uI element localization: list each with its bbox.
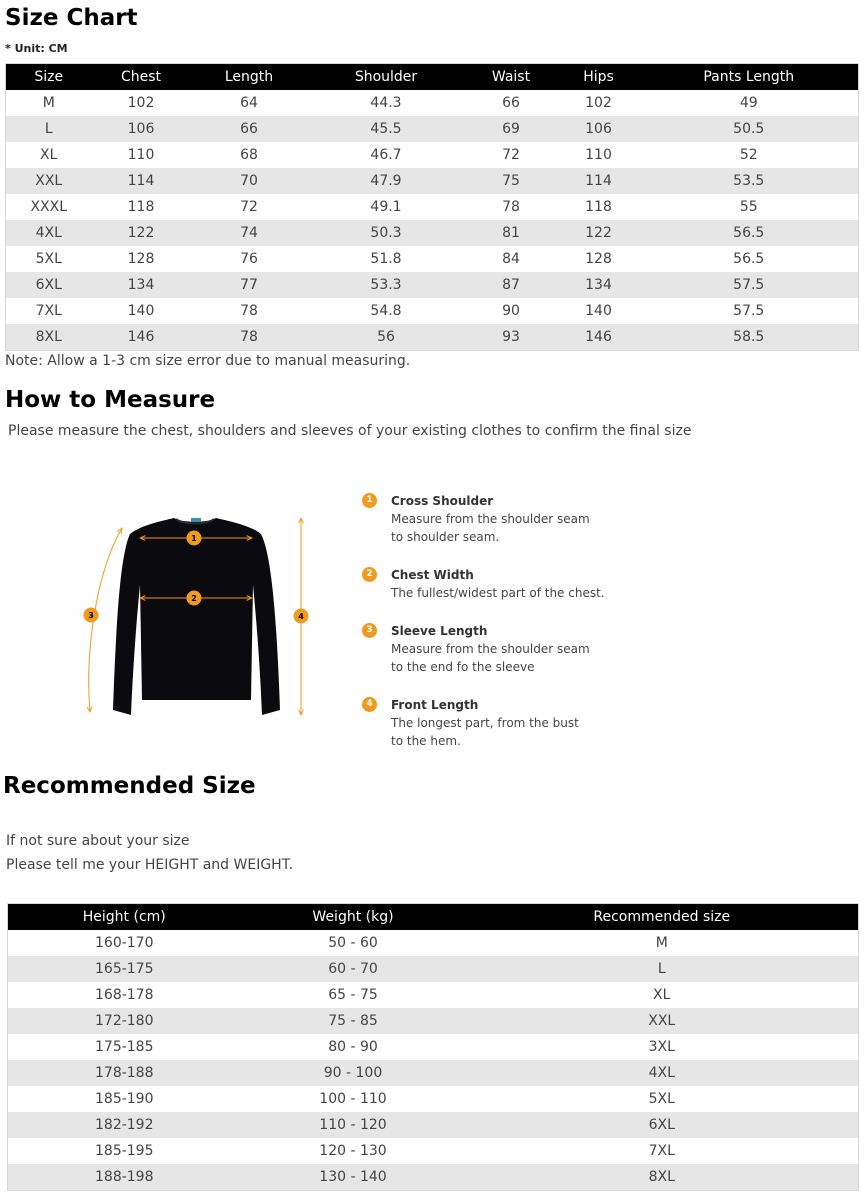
table-cell: 134 xyxy=(92,272,191,298)
diagram-badge-2-label: 2 xyxy=(191,594,197,603)
shirt-diagram xyxy=(70,505,330,730)
table-cell: 8XL xyxy=(466,1164,859,1191)
table-cell: L xyxy=(6,116,92,142)
table-cell: 165-175 xyxy=(8,956,241,982)
col-header-hips: Hips xyxy=(558,64,640,91)
size-table-row xyxy=(6,298,859,324)
table-cell: 64 xyxy=(191,90,308,116)
table-cell: 84 xyxy=(465,246,558,272)
table-cell: 146 xyxy=(92,324,191,351)
how-to-measure-subtitle: Please measure the chest, shoulders and sleeves of your existing clothes to confirm the final size xyxy=(8,423,692,439)
table-cell: 128 xyxy=(92,246,191,272)
table-cell: 122 xyxy=(558,220,640,246)
rec-table-row xyxy=(8,1112,859,1138)
size-table-row xyxy=(6,168,859,194)
unit-label: * Unit: CM xyxy=(5,42,68,55)
table-cell: 65 - 75 xyxy=(241,982,466,1008)
table-cell: 114 xyxy=(558,168,640,194)
size-table-row xyxy=(6,220,859,246)
size-chart-table xyxy=(5,63,859,351)
table-cell: 60 - 70 xyxy=(241,956,466,982)
table-cell: 140 xyxy=(92,298,191,324)
size-table-row xyxy=(6,324,859,351)
table-cell: 4XL xyxy=(466,1060,859,1086)
size-table-row xyxy=(6,142,859,168)
table-cell: 52 xyxy=(640,142,859,168)
table-cell: 146 xyxy=(558,324,640,351)
table-cell: 110 - 120 xyxy=(241,1112,466,1138)
table-cell: 120 - 130 xyxy=(241,1138,466,1164)
table-cell: 56 xyxy=(308,324,465,351)
table-cell: 78 xyxy=(191,324,308,351)
table-cell: 100 - 110 xyxy=(241,1086,466,1112)
table-cell: 118 xyxy=(92,194,191,220)
legend-title-sleeve-length: Sleeve Length xyxy=(391,624,488,638)
table-cell: 57.5 xyxy=(640,298,859,324)
col-header-length: Length xyxy=(191,64,308,91)
table-cell: 58.5 xyxy=(640,324,859,351)
diagram-badge-3-label: 3 xyxy=(88,611,94,620)
table-cell: 50.3 xyxy=(308,220,465,246)
table-cell: 122 xyxy=(92,220,191,246)
table-cell: 45.5 xyxy=(308,116,465,142)
rec-table-row xyxy=(8,982,859,1008)
legend-desc-cross-shoulder: Measure from the shoulder seam to shoulder seam. xyxy=(391,512,590,544)
table-cell: 57.5 xyxy=(640,272,859,298)
table-cell: 106 xyxy=(558,116,640,142)
table-cell: 72 xyxy=(465,142,558,168)
table-cell: 130 - 140 xyxy=(241,1164,466,1191)
table-cell: 74 xyxy=(191,220,308,246)
table-cell: 134 xyxy=(558,272,640,298)
table-cell: 81 xyxy=(465,220,558,246)
table-cell: 46.7 xyxy=(308,142,465,168)
table-cell: 175-185 xyxy=(8,1034,241,1060)
table-cell: 78 xyxy=(191,298,308,324)
col-header-size: Size xyxy=(6,64,92,91)
table-cell: XXXL xyxy=(6,194,92,220)
diagram-badge-4-label: 4 xyxy=(298,612,304,621)
legend-title-chest-width: Chest Width xyxy=(391,568,474,582)
table-cell: XL xyxy=(466,982,859,1008)
table-cell: 118 xyxy=(558,194,640,220)
table-cell: 5XL xyxy=(6,246,92,272)
table-cell: 47.9 xyxy=(308,168,465,194)
col-header-shoulder: Shoulder xyxy=(308,64,465,91)
col-header-recommended-size: Recommended size xyxy=(466,904,859,931)
legend-badge-1: 1 xyxy=(362,493,377,508)
rec-table-row xyxy=(8,1138,859,1164)
legend-badge-4: 4 xyxy=(362,697,377,712)
table-cell: 50 - 60 xyxy=(241,930,466,956)
table-cell: 168-178 xyxy=(8,982,241,1008)
table-cell: 185-190 xyxy=(8,1086,241,1112)
table-cell: 70 xyxy=(191,168,308,194)
legend-item-front-length xyxy=(362,696,622,750)
table-cell: 75 xyxy=(465,168,558,194)
legend-desc-front-length: The longest part, from the bust to the hem. xyxy=(391,716,579,748)
table-cell: 56.5 xyxy=(640,220,859,246)
rec-table-row xyxy=(8,1034,859,1060)
rec-table-row xyxy=(8,930,859,956)
table-cell: 114 xyxy=(92,168,191,194)
shirt-shape xyxy=(113,518,280,715)
collar-tag xyxy=(191,518,201,522)
table-cell: 3XL xyxy=(466,1034,859,1060)
size-table-header xyxy=(6,64,859,91)
col-header-chest: Chest xyxy=(92,64,191,91)
table-cell: 90 - 100 xyxy=(241,1060,466,1086)
table-cell: 93 xyxy=(465,324,558,351)
col-header-height: Height (cm) xyxy=(8,904,241,931)
table-cell: 69 xyxy=(465,116,558,142)
recommended-line-1: If not sure about your size xyxy=(6,833,190,849)
rec-table-row xyxy=(8,1086,859,1112)
table-cell: 90 xyxy=(465,298,558,324)
table-cell: 56.5 xyxy=(640,246,859,272)
size-note: Note: Allow a 1-3 cm size error due to manual measuring. xyxy=(5,353,411,369)
size-table-row xyxy=(6,246,859,272)
table-cell: 160-170 xyxy=(8,930,241,956)
table-cell: 87 xyxy=(465,272,558,298)
table-cell: 102 xyxy=(92,90,191,116)
recommended-size-title: Recommended Size xyxy=(3,773,256,799)
table-cell: 78 xyxy=(465,194,558,220)
table-cell: L xyxy=(466,956,859,982)
diagram-badge-1 xyxy=(187,531,202,546)
table-cell: 66 xyxy=(465,90,558,116)
table-cell: 53.3 xyxy=(308,272,465,298)
table-cell: 172-180 xyxy=(8,1008,241,1034)
table-cell: 6XL xyxy=(6,272,92,298)
legend-item-chest-width xyxy=(362,566,622,602)
table-cell: XL xyxy=(6,142,92,168)
table-cell: 7XL xyxy=(466,1138,859,1164)
table-cell: 51.8 xyxy=(308,246,465,272)
size-table-row xyxy=(6,272,859,298)
table-cell: 75 - 85 xyxy=(241,1008,466,1034)
table-cell: 5XL xyxy=(466,1086,859,1112)
size-table-body xyxy=(6,90,859,351)
table-cell: 50.5 xyxy=(640,116,859,142)
diagram-badge-4 xyxy=(294,609,309,624)
table-cell: XXL xyxy=(466,1008,859,1034)
recommended-line-2: Please tell me your HEIGHT and WEIGHT. xyxy=(6,857,294,873)
table-cell: 106 xyxy=(92,116,191,142)
table-cell: 49 xyxy=(640,90,859,116)
diagram-badge-3 xyxy=(84,608,99,623)
rec-table-row xyxy=(8,1008,859,1034)
table-cell: 140 xyxy=(558,298,640,324)
table-cell: 182-192 xyxy=(8,1112,241,1138)
table-cell: M xyxy=(466,930,859,956)
table-cell: 188-198 xyxy=(8,1164,241,1191)
table-cell: 178-188 xyxy=(8,1060,241,1086)
size-table-row xyxy=(6,116,859,142)
table-cell: 44.3 xyxy=(308,90,465,116)
table-cell: 66 xyxy=(191,116,308,142)
rec-table-row xyxy=(8,1164,859,1191)
table-cell: 55 xyxy=(640,194,859,220)
table-cell: 110 xyxy=(558,142,640,168)
table-cell: XXL xyxy=(6,168,92,194)
size-table-row xyxy=(6,90,859,116)
rec-table-header xyxy=(8,904,859,931)
legend-desc-chest-width: The fullest/widest part of the chest. xyxy=(391,586,605,600)
col-header-weight: Weight (kg) xyxy=(241,904,466,931)
table-cell: 54.8 xyxy=(308,298,465,324)
table-cell: 53.5 xyxy=(640,168,859,194)
table-cell: 72 xyxy=(191,194,308,220)
legend-badge-3: 3 xyxy=(362,623,377,638)
diagram-badge-2 xyxy=(187,591,202,606)
recommended-size-table xyxy=(7,903,859,1191)
diagram-badge-1-label: 1 xyxy=(191,534,197,543)
size-chart-title: Size Chart xyxy=(5,5,138,31)
table-cell: 110 xyxy=(92,142,191,168)
table-cell: 4XL xyxy=(6,220,92,246)
legend-badge-2: 2 xyxy=(362,567,377,582)
legend-title-front-length: Front Length xyxy=(391,698,479,712)
table-cell: 102 xyxy=(558,90,640,116)
rec-table-row xyxy=(8,956,859,982)
table-cell: 80 - 90 xyxy=(241,1034,466,1060)
rec-table-row xyxy=(8,1060,859,1086)
table-cell: 49.1 xyxy=(308,194,465,220)
table-cell: 7XL xyxy=(6,298,92,324)
table-cell: 68 xyxy=(191,142,308,168)
table-cell: 8XL xyxy=(6,324,92,351)
legend-item-sleeve-length xyxy=(362,622,622,676)
col-header-pants-length: Pants Length xyxy=(640,64,859,91)
col-header-waist: Waist xyxy=(465,64,558,91)
rec-table-body xyxy=(8,930,859,1191)
legend-title-cross-shoulder: Cross Shoulder xyxy=(391,494,494,508)
size-table-row xyxy=(6,194,859,220)
how-to-measure-title: How to Measure xyxy=(5,387,216,413)
table-cell: 185-195 xyxy=(8,1138,241,1164)
table-cell: M xyxy=(6,90,92,116)
table-cell: 76 xyxy=(191,246,308,272)
legend-item-cross-shoulder xyxy=(362,492,622,546)
table-cell: 77 xyxy=(191,272,308,298)
legend-desc-sleeve-length: Measure from the shoulder seam to the end fo the sleeve xyxy=(391,642,590,674)
table-cell: 6XL xyxy=(466,1112,859,1138)
table-cell: 128 xyxy=(558,246,640,272)
